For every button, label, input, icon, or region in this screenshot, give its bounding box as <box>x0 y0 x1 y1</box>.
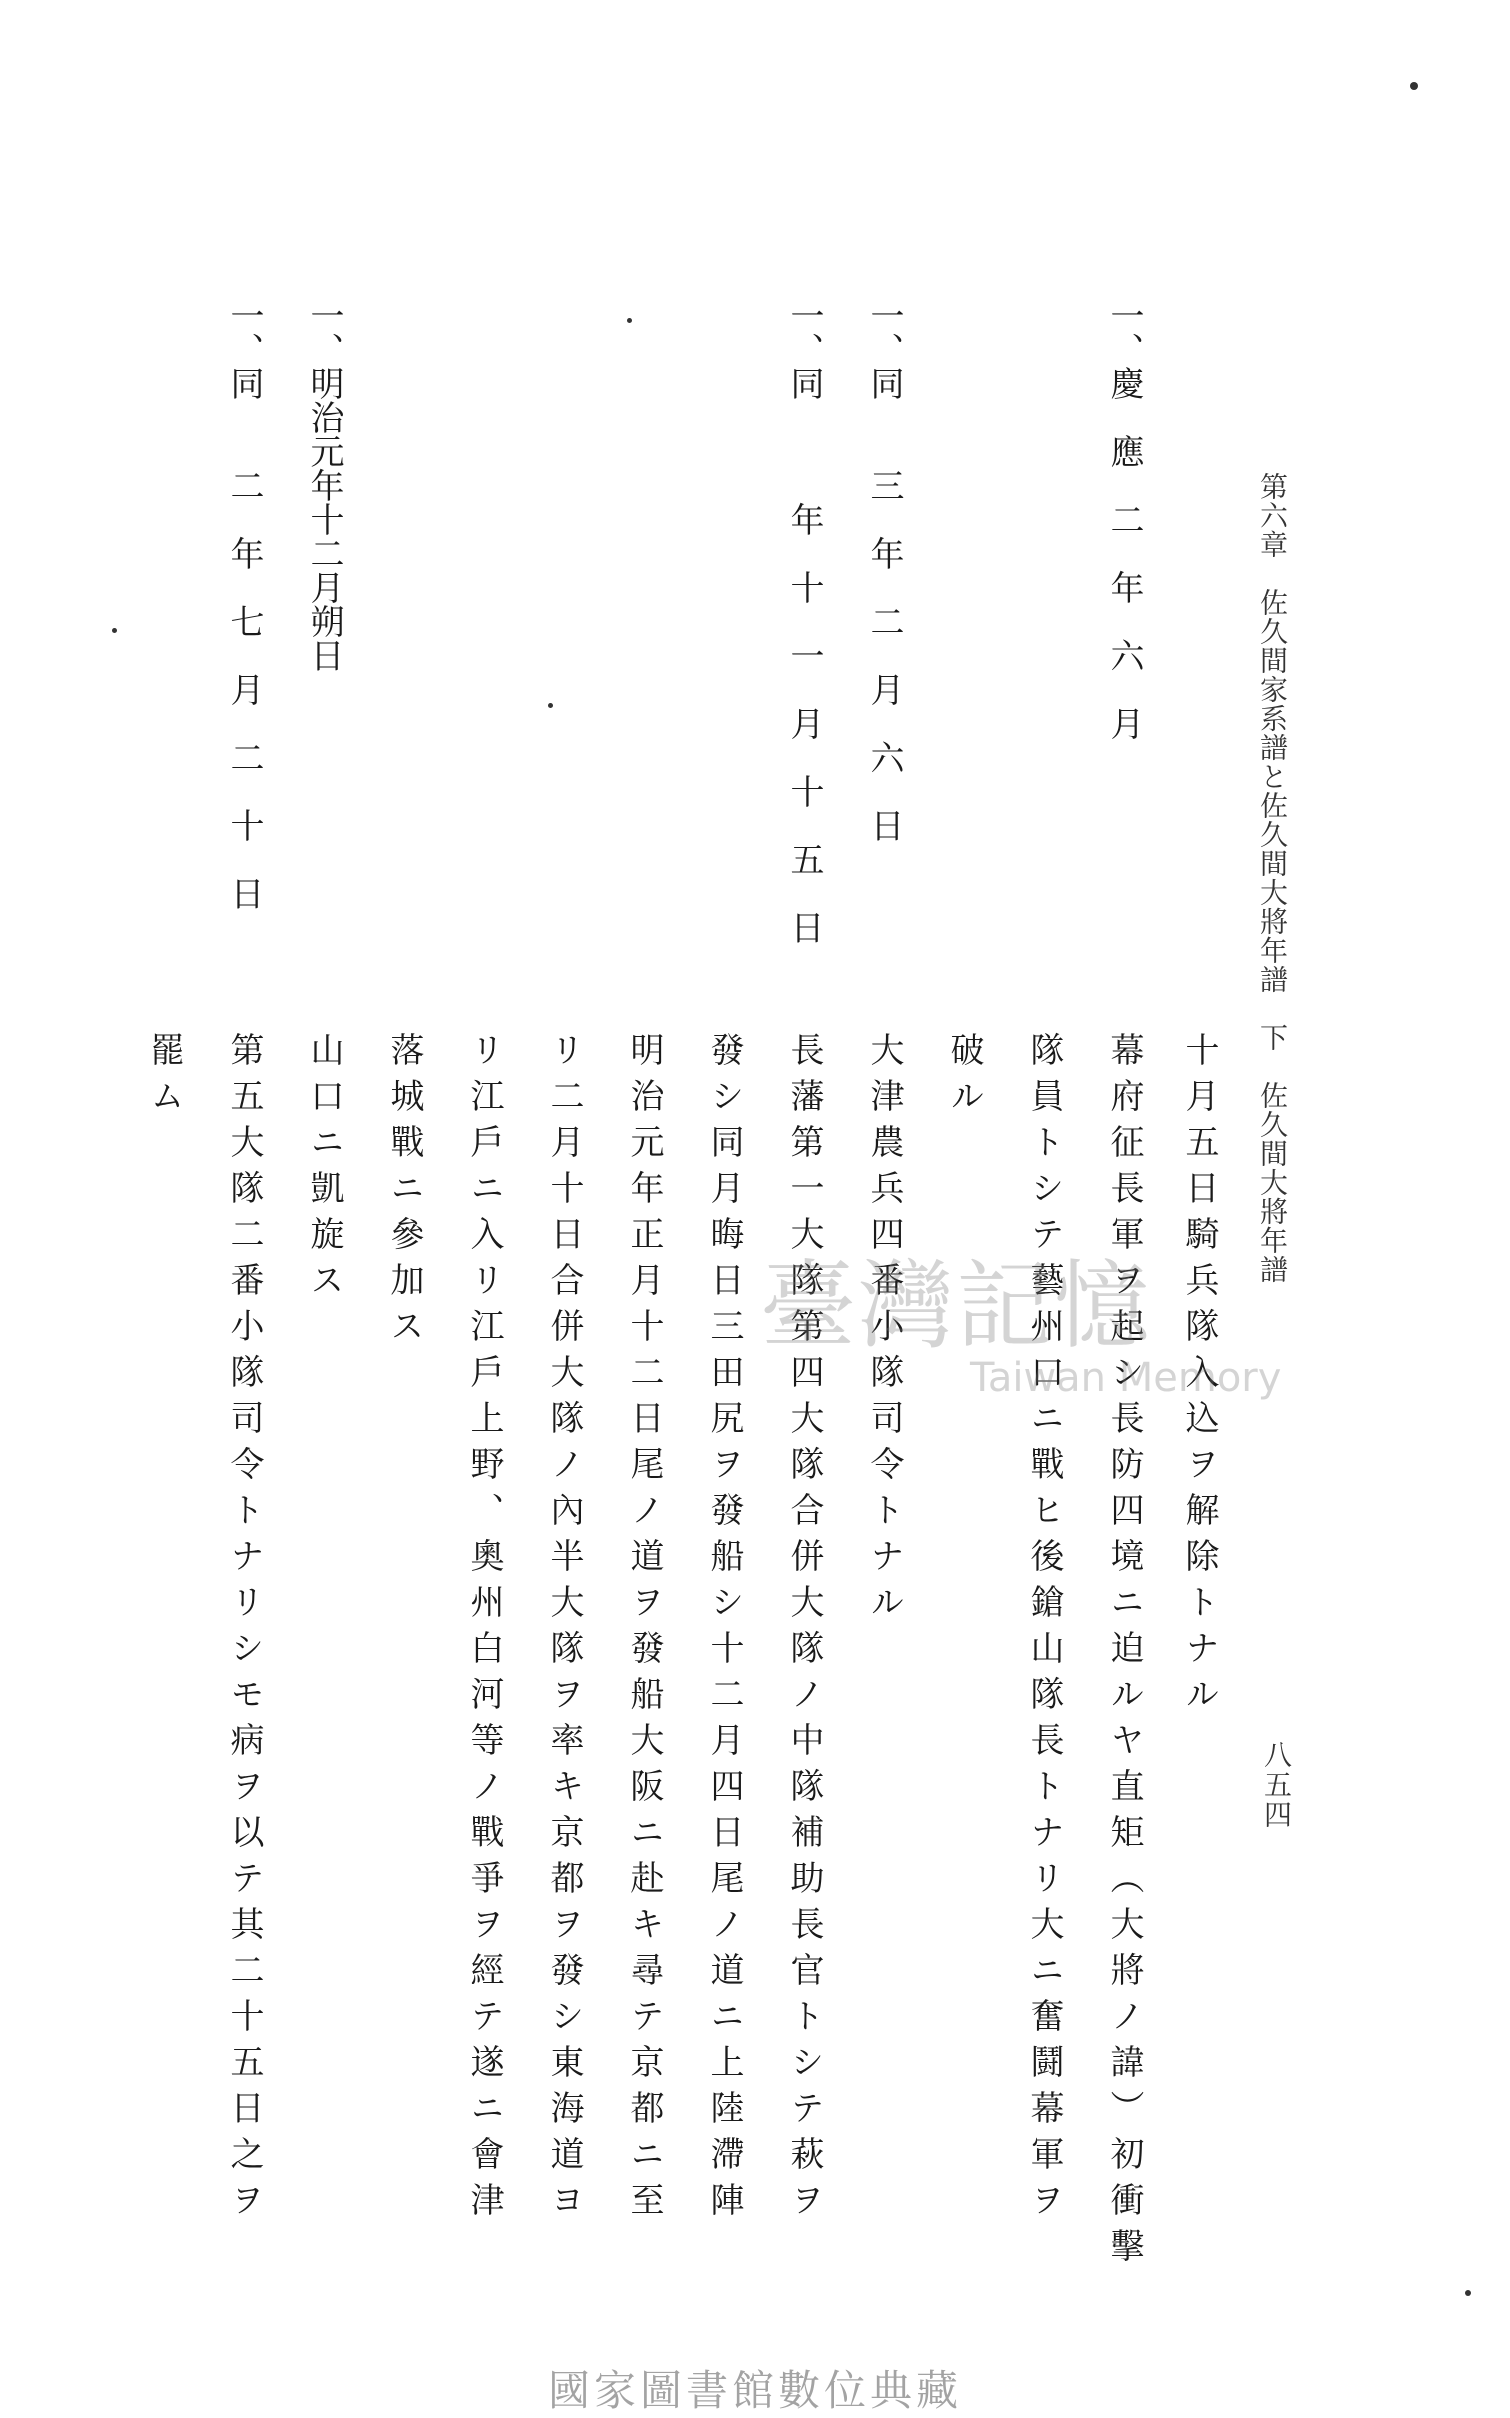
scan-speck <box>1410 82 1418 90</box>
archive-footer: 國家圖書館數位典藏 <box>547 2366 962 2415</box>
entry-text-line: 幕府征長軍ヲ起シ長防四境ニ迫ルヤ直矩（大將ノ諱）初衝擊 <box>1104 1032 1144 2274</box>
entry-text-line: リ江戶ニ入リ江戶上野、奧州白河等ノ戰爭ヲ經テ遂ニ會津 <box>464 1032 504 2228</box>
entry-text-line: 破ル <box>944 1032 984 1124</box>
running-header: 第六章 佐久間家系譜と佐久間大將年譜 下 佐久間大將年譜 <box>1256 472 1289 1284</box>
entry-text-line: 山口ニ凱旋ス <box>304 1032 344 1308</box>
watermark-subtext: Taiwan Memory <box>970 1355 1282 1401</box>
entry-text-line: 長藩第一大隊第四大隊合併大隊ノ中隊補助長官トシテ萩ヲ <box>784 1032 824 2228</box>
entry-text-line: 第五大隊二番小隊司令トナリシモ病ヲ以テ其二十五日之ヲ <box>224 1032 264 2228</box>
scan-speck <box>112 628 117 633</box>
entry-text-line: リ二月十日合併大隊ノ內半大隊ヲ率キ京都ヲ發シ東海道ヨ <box>544 1032 584 2228</box>
entry-text-line: 十月五日騎兵隊入込ヲ解除トナル <box>1179 1032 1219 1722</box>
entry-text-line: 落城戰ニ參加ス <box>384 1032 424 1354</box>
entry-text-line: 大津農兵四番小隊司令トナル <box>864 1032 904 1630</box>
scan-speck <box>1465 2290 1471 2296</box>
scan-speck <box>627 318 632 323</box>
page-number: 八五四 <box>1260 1740 1293 1830</box>
scan-speck <box>548 703 553 708</box>
entry-text-line: 明治元年正月十二日尾ノ道ヲ發船大阪ニ赴キ尋テ京都ニ至 <box>624 1032 664 2228</box>
entry-text-line: 發シ同月晦日三田尻ヲ發船シ十二月四日尾ノ道ニ上陸滯陣 <box>704 1032 744 2228</box>
entry-date: 一、同 三 年 二 月 六 日 <box>864 298 904 842</box>
entry-text-line: 罷ム <box>144 1032 184 1124</box>
entry-date: 一、同 年 十 一 月 十 五 日 <box>784 298 824 944</box>
entry-date: 一、明治元年十二月朔日 <box>304 298 344 672</box>
watermark-text: 臺灣記憶 <box>760 1250 1152 1362</box>
entry-date: 一、同 二 年 七 月 二 十 日 <box>224 298 264 910</box>
entry-text-line: 隊員トシテ藝州口ニ戰ヒ後鎗山隊長トナリ大ニ奮鬪幕軍ヲ <box>1024 1032 1064 2228</box>
entry-date: 一、慶 應 二 年 六 月 <box>1104 298 1144 740</box>
